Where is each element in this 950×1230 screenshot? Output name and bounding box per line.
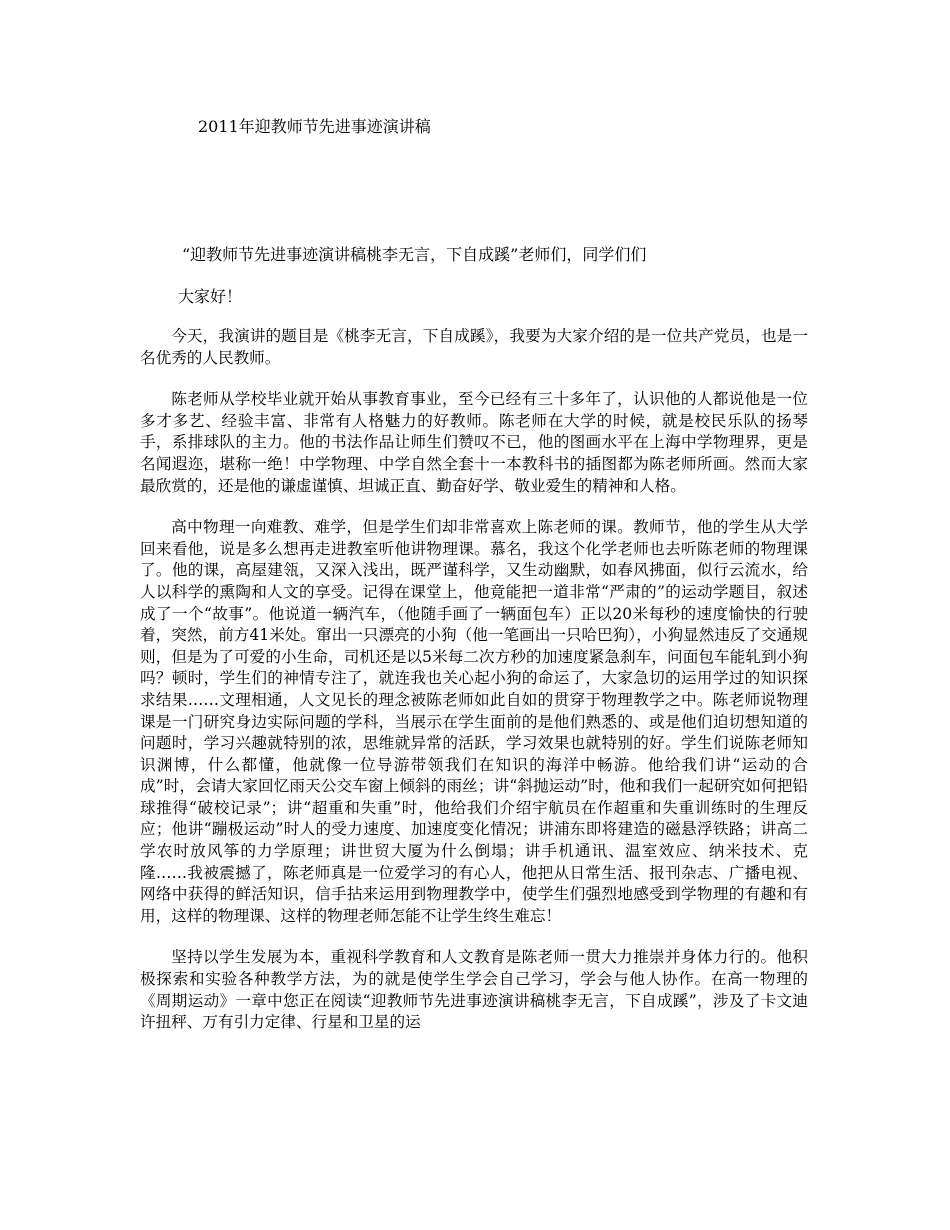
paragraph-method: 坚持以学生发展为本，重视科学教育和人文教育是陈老师一贯大力推崇并身体力行的。他积极探索和实验各种教学方法，为的就是使学生学会自己学习，学会与他人协作。在高一物理的《周期运动》一章中您正在阅读“迎教师节先进事迹演讲稿桃李无言，下自成蹊”，涉及了卡文迪许扭秤、万有引力定律、行星和卫星的运	[140, 948, 808, 1032]
document-title: 2011年迎教师节先进事迹演讲稿	[198, 117, 431, 136]
document-subtitle: “迎教师节先进事迹演讲稿桃李无言，下自成蹊”老师们，同学们们	[182, 245, 647, 264]
paragraph-teaching: 高中物理一向难教、难学，但是学生们却非常喜欢上陈老师的课。教师节，他的学生从大学回来看他，说是多么想再走进教室听他讲物理课。慕名，我这个化学老师也去听陈老师的物理课了。他的课，高屋建瓴，又深入浅出，既严谨科学，又生动幽默，如春风拂面，似行云流水，给人以科学的熏陶和人文的享受。记得在课堂上，他竟能把一道非常“严肃的”的运动学题目，叙述成了一个“故事”。他说道一辆汽车，（他随手画了一辆面包车）正以20米每秒的速度愉快的行驶着，突然，前方41米处。窜出一只漂亮的小狗（他一笔画出一只哈巴狗），小狗显然违反了交通规则，但是为了可爱的小生命，司机还是以5米每二次方秒的加速度紧急刹车，问面包车能轧到小狗吗？顿时，学生们的神情专注了，就连我也关心起小狗的命运了，大家急切的运用学过的知识探求结果……文理相通，人文见长的理念被陈老师如此自如的贯穿于物理教学之中。陈老师说物理课是一门研究身边实际问题的学科，当展示在学生面前的是他们熟悉的、或是他们迫切想知道的问题时，学习兴趣就特别的浓，思维就异常的活跃，学习效果也就特别的好。学生们说陈老师知识渊博，什么都懂，他就像一位导游带领我们在知识的海洋中畅游。他给我们讲“运动的合成”时，会请大家回忆雨天公交车窗上倾斜的雨丝；讲“斜抛运动”时，他和我们一起研究如何把铅球推得“破校记录”；讲“超重和失重”时，他给我们介绍宇航员在作超重和失重训练时的生理反应；他讲“蹦极运动”时人的受力速度、加速度变化情况；讲浦东即将建造的磁悬浮铁路；讲高二学农时放风筝的力学原理；讲世贸大厦为什么倒塌；讲手机通讯、温室效应、纳米技术、克隆……我被震撼了，陈老师真是一位爱学习的有心人，他把从日常生活、报刊杂志、广播电视、网络中获得的鲜活知识，信手拈来运用到物理教学中，使学生们强烈地感受到学物理的有趣和有用，这样的物理课、这样的物理老师怎能不让学生终生难忘！	[140, 518, 808, 925]
body-text	[140, 326, 808, 1054]
greeting-line: 大家好！	[178, 287, 243, 306]
paragraph-background: 陈老师从学校毕业就开始从事教育事业，至今已经有三十多年了，认识他的人都说他是一位多才多艺、经验丰富、非常有人格魅力的好教师。陈老师在大学的时候，就是校民乐队的扬琴手，系排球队的主力。他的书法作品让师生们赞叹不已，他的图画水平在上海中学物理界，更是名闻遐迩，堪称一绝！中学物理、中学自然全套十一本教科书的插图都为陈老师所画。然而大家最欣赏的，还是他的谦虚谨慎、坦诚正直、勤奋好学、敬业爱生的精神和人格。	[140, 390, 808, 495]
paragraph-intro: 今天，我演讲的题目是《桃李无言，下自成蹊》，我要为大家介绍的是一位共产党员，也是一名优秀的人民教师。	[140, 327, 808, 367]
